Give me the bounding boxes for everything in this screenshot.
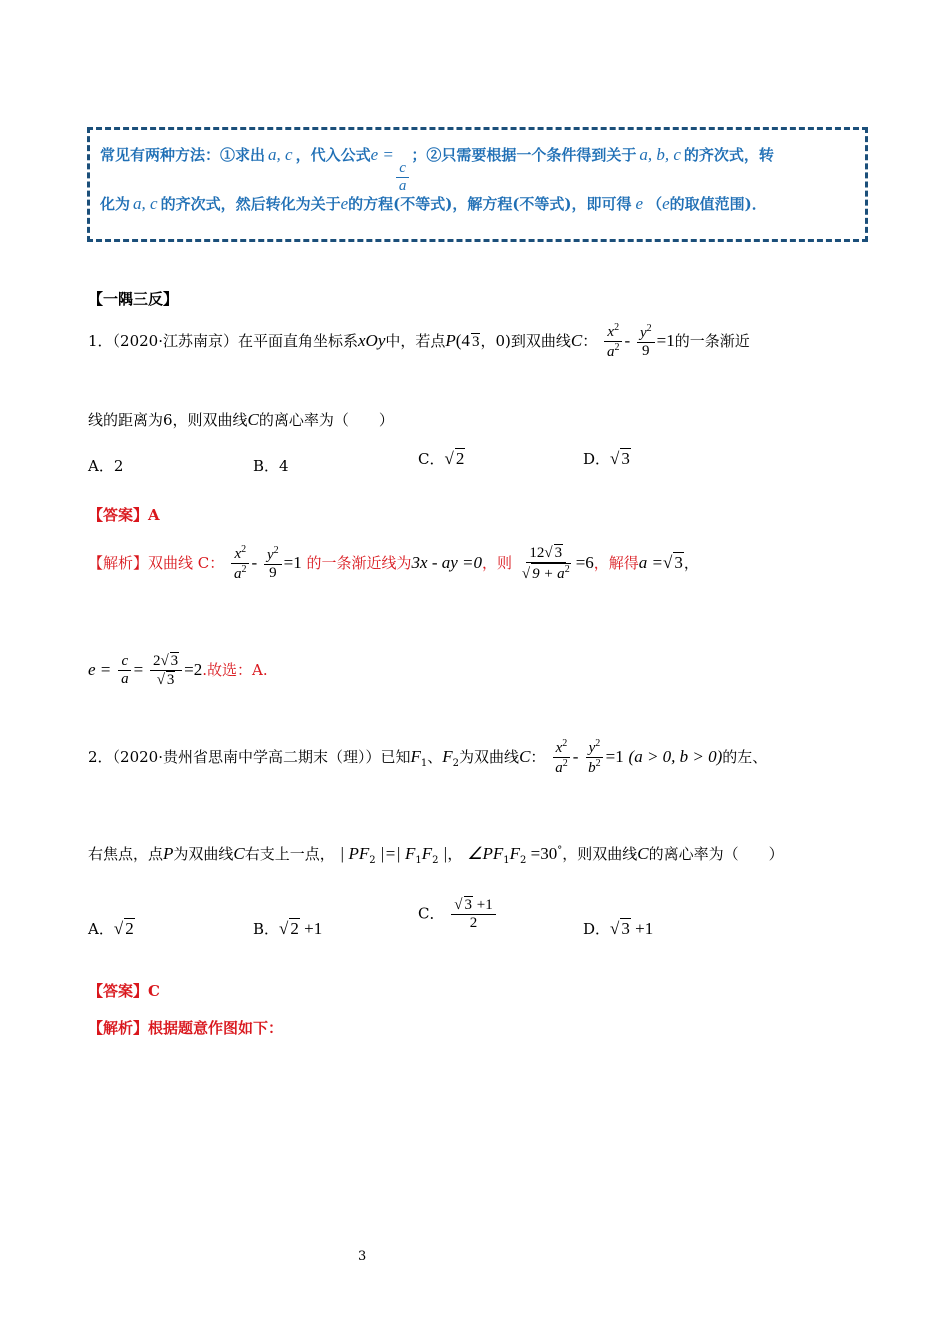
q2-option-d: D．√ 3 +1	[583, 919, 654, 938]
q1-stem-line2: 线的距离为6，则双曲线C的离心率为（ ）	[88, 410, 394, 429]
page-number: 3	[358, 1249, 367, 1264]
q2-stem-line2: 右焦点，点P为双曲线C右支上一点， | $PF_2$ |=| $F_1F_2$ |， $\angle PF_1F_2 =30^\circ$，则双曲线C的离心率为（ ）	[88, 844, 784, 866]
tip-line-1: 常见有两种方法：①求出 a, c ，代入公式e = $\frac{c}{a}$ ；②只需要根据一个条件得到关于 a, b, c 的齐次式，转	[100, 145, 774, 195]
q1-option-d: D．√ 3	[583, 449, 630, 468]
q2-analysis: 【解析】根据题意作图如下：	[88, 1019, 284, 1037]
q1-analysis-line2: e = $\frac{c}{a}$ = $\frac{2√ 3}{√ 3}$ =2.故选：A.	[88, 653, 268, 689]
q1-answer: 【答案】A	[88, 506, 160, 524]
q1-analysis-line1: 【解析】双曲线 C： $\frac{x^2}{a^2}$ - $\frac{y^2}{9}$ =1 的一条渐近线为3x - ay =0，则 $\frac{12√ 3}{√ 9 + a^2}$ =6，解得a =√ 3，	[88, 544, 699, 583]
q1-option-a: A．2	[88, 457, 124, 475]
q1-option-c: C．√ 2	[418, 449, 465, 468]
q2-stem-line1: 2．（2020·贵州省思南中学高二期末（理））已知$F_1$、$F_2$为双曲线C： $\frac{x^2}{a^2}$ - $\frac{y^2}{b^2}$ =1 (a > 0, b > 0)的左、	[88, 738, 768, 777]
q1-option-b: B．4	[253, 457, 289, 475]
section-title: 【一隅三反】	[88, 290, 179, 308]
tip-line-2: 化为 a, c 的齐次式，然后转化为关于e的方程(不等式)，解方程(不等式)，即可得 e （e的取值范围)．	[100, 194, 767, 213]
q2-answer: 【答案】C	[88, 982, 160, 1000]
q1-stem-line1: 1．（2020·江苏南京）在平面直角坐标系xOy中，若点P(4 3，0)到双曲线C： $\frac{x^2}{a^2}$ - $\frac{y^2}{9}$ =1的一条渐近	[88, 322, 750, 361]
q2-option-c: C． $\frac{√ 3 +1}{2}$	[418, 896, 498, 933]
q2-option-b: B．√ 2 +1	[253, 919, 323, 938]
q2-option-a: A．√ 2	[88, 919, 134, 938]
